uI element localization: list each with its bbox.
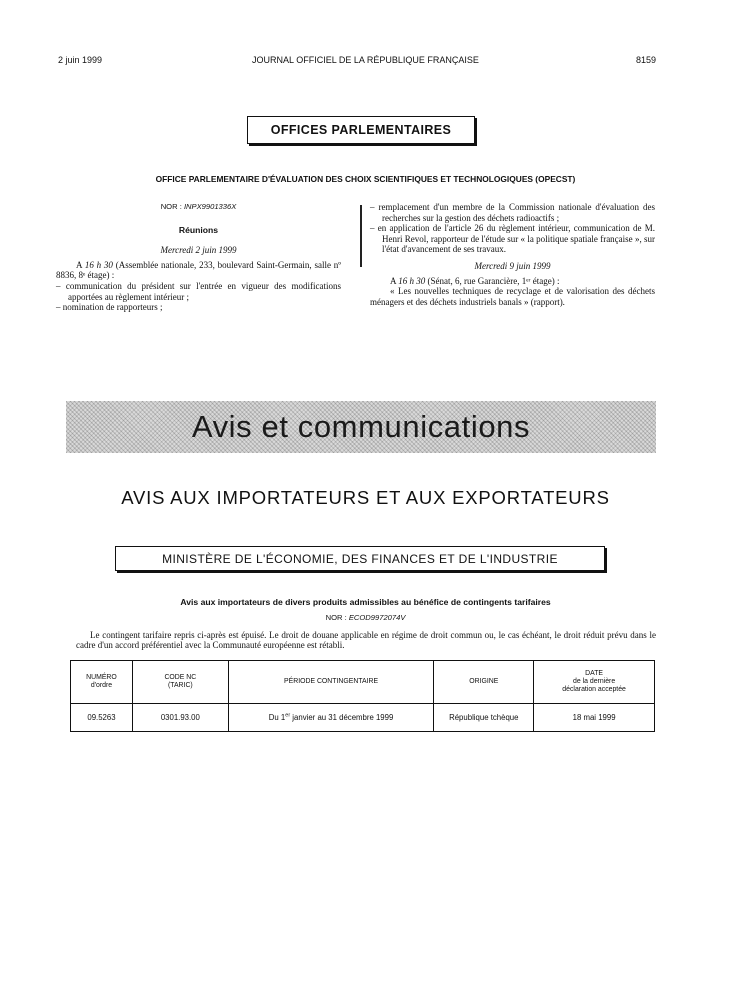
nor-code: INPX9901336X bbox=[183, 202, 237, 211]
cell-periode-start: Du 1 bbox=[268, 713, 286, 722]
header-code bbox=[132, 661, 228, 704]
header-journal-title: JOURNAL OFFICIEL DE LA RÉPUBLIQUE FRANÇAISE bbox=[252, 55, 479, 65]
agenda-item-3: – remplacement d'un membre de la Commission nationale d'évaluation des recherches sur la gestion des déchets radioactifs ; bbox=[370, 202, 655, 223]
avis-nor bbox=[0, 613, 731, 622]
section-banner bbox=[66, 401, 656, 453]
avis-nor-code: ECOD9972074V bbox=[348, 613, 406, 622]
meeting-1-place bbox=[56, 260, 341, 281]
meeting-2-topic: « Les nouvelles techniques de recyclage et de valorisation des déchets ménagers et des déchets industriels banals » (rapport). bbox=[370, 286, 655, 307]
cell-periode bbox=[228, 704, 434, 732]
column-divider bbox=[360, 205, 362, 267]
section-box-offices bbox=[247, 116, 475, 144]
meeting-date-2: Mercredi 9 juin 1999 bbox=[474, 260, 551, 271]
header-code-line2: (TARIC) bbox=[167, 682, 193, 689]
avis-title: AVIS AUX IMPORTATEURS ET AUX EXPORTATEURS bbox=[121, 487, 610, 508]
cell-numero: 09.5263 bbox=[71, 704, 133, 732]
meeting-1-location: (Assemblée nationale, 233, boulevard Saint-Germain, salle nº 8836, 8ᵉ étage) : bbox=[56, 259, 342, 281]
office-title: OFFICE PARLEMENTAIRE D'ÉVALUATION DES CHOIX SCIENTIFIQUES ET TECHNOLOGIQUES (OPECST) bbox=[155, 174, 576, 184]
header-periode bbox=[228, 661, 434, 704]
header-numero bbox=[71, 661, 133, 704]
header-origine bbox=[434, 661, 534, 704]
header-date bbox=[534, 661, 655, 704]
cell-periode-sup: er bbox=[285, 712, 291, 719]
header-date: 2 juin 1999 bbox=[58, 55, 103, 65]
agenda-item-4: – en application de l'article 26 du règlement intérieur, communication de M. Henri Revol, rapporteur de l'étude sur « la politique spatiale française », sur l'état d'avancement de ses travaux. bbox=[370, 223, 655, 255]
cell-date: 18 mai 1999 bbox=[534, 704, 655, 732]
avis-subtitle: Avis aux importateurs de divers produits admissibles au bénéfice de contingents tarifaires bbox=[180, 597, 551, 607]
meeting-2-time: 16 h 30 bbox=[398, 275, 426, 286]
header-date-line2: de la dernière bbox=[573, 678, 616, 685]
cell-origine: République tchèque bbox=[434, 704, 534, 732]
meeting-2-place bbox=[370, 276, 655, 287]
table-header-row bbox=[71, 661, 655, 704]
column-right bbox=[370, 202, 655, 307]
section-title-offices: OFFICES PARLEMENTAIRES bbox=[270, 123, 452, 137]
banner-title: Avis et communications bbox=[191, 409, 531, 444]
meeting-date-1: Mercredi 2 juin 1999 bbox=[160, 245, 237, 256]
meeting-1-time: 16 h 30 bbox=[84, 259, 113, 270]
header-page-number: 8159 bbox=[635, 55, 656, 65]
header-numero-line2: d'ordre bbox=[90, 682, 113, 689]
column-left bbox=[56, 202, 341, 313]
cell-code: 0301.93.00 bbox=[132, 704, 228, 732]
nor-reference bbox=[56, 202, 341, 213]
agenda-item-2: – nomination de rapporteurs ; bbox=[56, 302, 163, 313]
header-numero-line1: NUMÉRO bbox=[86, 674, 117, 681]
agenda-item-1: – communication du président sur l'entrée en vigueur des modifications apportées au règlement intérieur ; bbox=[56, 280, 341, 302]
header-code-line1: CODE NC bbox=[164, 674, 197, 681]
avis-nor-label: NOR : bbox=[325, 613, 347, 622]
header-date-line3: déclaration acceptée bbox=[562, 686, 626, 693]
header-date-line1: DATE bbox=[585, 670, 604, 677]
meeting-2-location: (Sénat, 6, rue Garancière, 1ᵉʳ étage) : bbox=[427, 275, 560, 286]
ministry-box bbox=[115, 546, 605, 571]
cell-periode-end: janvier au 31 décembre 1999 bbox=[290, 713, 394, 722]
header-origine-label: ORIGINE bbox=[469, 678, 499, 685]
quota-table bbox=[70, 660, 655, 732]
avis-intro: Le contingent tarifaire repris ci-après est épuisé. Le droit de douane applicable en régime de droit commun ou, le cas échéant, le droit réduit prévu dans le cadre d'un accord préférentiel avec la Communauté européenne est rétabli. bbox=[76, 630, 656, 651]
ministry-name: MINISTÈRE DE L'ÉCONOMIE, DES FINANCES ET DE L'INDUSTRIE bbox=[162, 551, 558, 566]
nor-label: NOR : bbox=[160, 202, 182, 211]
meeting-1-prefix: A bbox=[76, 259, 83, 270]
table-row bbox=[71, 704, 655, 732]
meeting-2-prefix: A bbox=[390, 275, 397, 286]
reunions-heading: Réunions bbox=[178, 224, 219, 235]
header-periode-label: PÉRIODE CONTINGENTAIRE bbox=[284, 678, 379, 685]
